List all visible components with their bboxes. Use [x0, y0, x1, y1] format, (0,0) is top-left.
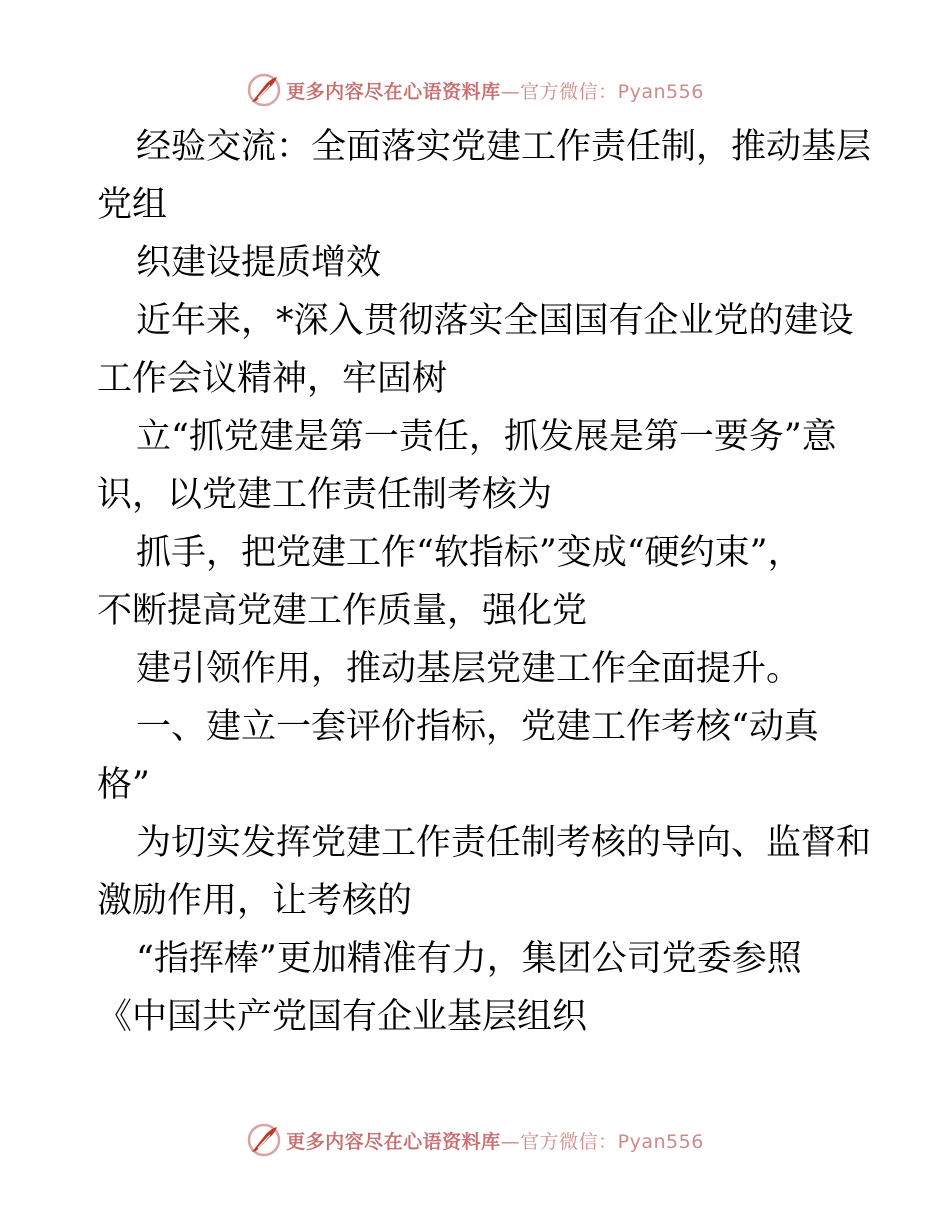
text-line: 织建设提质增效: [136, 243, 382, 283]
text-line: 不断提高党建工作质量，强化党: [97, 591, 588, 631]
header-watermark: [0, 70, 950, 110]
quill-pen-logo-icon: [246, 1122, 282, 1158]
text-line: 一、建立一套评价指标，党建工作考核“动真: [136, 707, 819, 747]
watermark-text: 更多内容尽在心语资料库—官方微信：Pyan556: [286, 80, 704, 103]
text-line: 党组: [97, 185, 168, 225]
text-line: 建引领作用，推动基层党建工作全面提升。: [136, 649, 802, 689]
watermark-text: 更多内容尽在心语资料库—官方微信：Pyan556: [286, 1130, 704, 1153]
text-line: 《中国共产党国有企业基层组织: [97, 997, 588, 1037]
text-line: 经验交流：全面落实党建工作责任制，推动基层: [136, 127, 872, 167]
text-line: “指挥棒”更加精准有力，集团公司党委参照: [136, 939, 802, 979]
quill-pen-logo-icon: [246, 72, 282, 108]
text-line: 激励作用，让考核的: [97, 881, 413, 921]
text-line: 立“抓党建是第一责任，抓发展是第一要务”意: [136, 417, 837, 457]
document-body: [97, 118, 872, 1046]
text-line: 工作会议精神，牢固树: [97, 359, 448, 399]
text-line: 为切实发挥党建工作责任制考核的导向、监督和: [136, 823, 872, 863]
text-line: 近年来，*深入贯彻落实全国国有企业党的建设: [136, 301, 854, 341]
text-line: 格”: [97, 765, 150, 805]
text-line: 抓手，把党建工作“软指标”变成“硬约束”，: [136, 533, 803, 573]
text-line: 识，以党建工作责任制考核为: [97, 475, 553, 515]
footer-watermark: [0, 1120, 950, 1160]
